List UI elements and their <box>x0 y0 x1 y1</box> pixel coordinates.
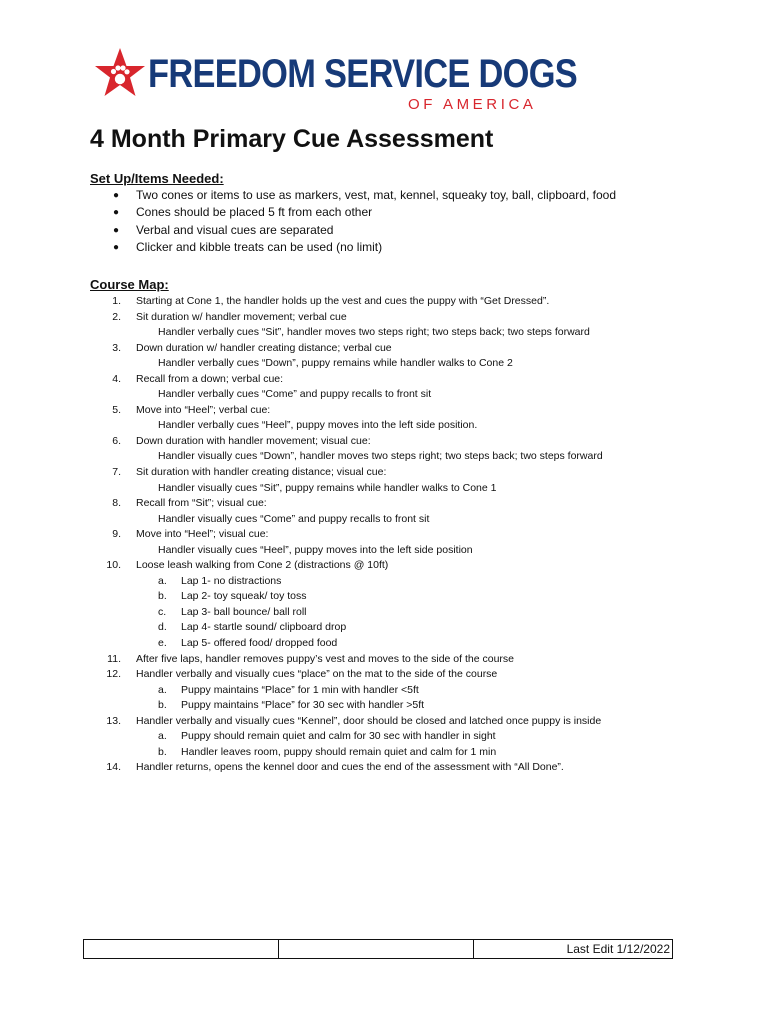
setup-item-text: Cones should be placed 5 ft from each other <box>136 205 373 220</box>
setup-list-item <box>90 187 616 204</box>
step-sub-item <box>90 605 670 621</box>
step-detail-row <box>90 449 670 465</box>
last-edit-date: Last Edit 1/12/2022 <box>474 940 673 959</box>
course-step <box>90 372 670 388</box>
step-text: Loose leash walking from Cone 2 (distractions @ 10ft) <box>136 559 389 572</box>
setup-list <box>90 187 616 256</box>
setup-item-text: Clicker and kibble treats can be used (no limit) <box>136 239 383 254</box>
step-sub-item <box>90 729 670 745</box>
setup-list-item <box>90 222 616 239</box>
step-detail-text: Handler visually cues “Heel”, puppy moves into the left side position <box>158 543 473 556</box>
sub-item-text: Lap 4- startle sound/ clipboard drop <box>181 621 347 634</box>
course-step <box>90 652 670 668</box>
step-number: 3. <box>112 341 121 354</box>
footer-table <box>83 939 673 959</box>
sub-item-letter: a. <box>158 730 167 743</box>
step-detail-row <box>90 512 670 528</box>
step-detail-row <box>90 387 670 403</box>
step-number: 5. <box>112 403 121 416</box>
step-text: Recall from “Sit”; visual cue: <box>136 497 267 510</box>
step-number: 4. <box>112 372 121 385</box>
step-number: 7. <box>112 466 121 479</box>
step-text: Handler verbally and visually cues “place” on the mat to the side of the course <box>136 668 498 681</box>
course-step <box>90 294 670 310</box>
setup-heading: Set Up/Items Needed: <box>90 171 224 186</box>
bullet-icon: ● <box>113 190 120 201</box>
step-text: Move into “Heel”; visual cue: <box>136 528 269 541</box>
step-number: 1. <box>112 295 121 307</box>
footer-cell-2 <box>279 940 474 959</box>
course-step <box>90 558 670 574</box>
step-detail-text: Handler visually cues “Come” and puppy recalls to front sit <box>158 512 430 525</box>
step-sub-item <box>90 698 670 714</box>
course-step <box>90 667 670 683</box>
step-detail-row <box>90 543 670 559</box>
sub-item-text: Puppy maintains “Place” for 30 sec with handler >5ft <box>181 699 425 712</box>
course-map-heading: Course Map: <box>90 277 169 292</box>
sub-item-letter: d. <box>158 621 167 634</box>
setup-item-text: Verbal and visual cues are separated <box>136 222 334 237</box>
step-number: 11. <box>107 652 121 665</box>
setup-item-text: Two cones or items to use as markers, vest, mat, kennel, squeaky toy, ball, clipboard, food <box>136 188 616 202</box>
step-detail-text: Handler verbally cues “Come” and puppy recalls to front sit <box>158 388 432 401</box>
sub-item-letter: c. <box>158 605 167 618</box>
step-text: Down duration with handler movement; visual cue: <box>136 434 371 447</box>
course-step <box>90 760 670 776</box>
course-step <box>90 714 670 730</box>
sub-item-text: Lap 5- offered food/ dropped food <box>181 637 338 650</box>
course-step <box>90 403 670 419</box>
logo-brand-text: FREEDOM SERVICE DOGS <box>148 52 578 96</box>
setup-list-item <box>90 204 616 221</box>
sub-item-text: Puppy should remain quiet and calm for 30 sec with handler in sight <box>181 730 496 743</box>
course-step <box>90 527 670 543</box>
sub-item-letter: a. <box>158 574 167 587</box>
sub-item-letter: e. <box>158 637 167 650</box>
sub-item-letter: a. <box>158 683 167 696</box>
step-detail-text: Handler verbally cues “Down”, puppy remains while handler walks to Cone 2 <box>158 357 513 370</box>
sub-item-text: Puppy maintains “Place” for 1 min with handler <5ft <box>181 683 419 696</box>
organization-logo <box>90 46 578 118</box>
step-text: Recall from a down; verbal cue: <box>136 372 284 385</box>
step-detail-row <box>90 325 670 341</box>
step-detail-row <box>90 356 670 372</box>
step-text: Sit duration w/ handler movement; verbal cue <box>136 310 347 323</box>
step-text: Handler returns, opens the kennel door and cues the end of the assessment with “All Done”. <box>136 761 564 774</box>
star-paw-icon <box>92 46 148 102</box>
step-detail-text: Handler verbally cues “Sit”, handler moves two steps right; two steps back; two steps forward <box>158 326 590 339</box>
step-number: 6. <box>112 434 121 447</box>
step-text: Move into “Heel”; verbal cue: <box>136 403 271 416</box>
step-sub-item <box>90 574 670 590</box>
step-sub-item <box>90 745 670 761</box>
step-sub-item <box>90 589 670 605</box>
course-step <box>90 310 670 326</box>
step-detail-row <box>90 418 670 434</box>
setup-list-item <box>90 239 616 256</box>
bullet-icon: ● <box>113 241 120 253</box>
bullet-icon: ● <box>113 224 120 236</box>
sub-item-letter: b. <box>158 590 167 603</box>
sub-item-text: Lap 3- ball bounce/ ball roll <box>181 605 307 618</box>
step-number: 14. <box>106 761 121 774</box>
step-number: 12. <box>106 668 121 681</box>
course-step <box>90 465 670 481</box>
step-number: 13. <box>106 714 121 727</box>
sub-item-letter: b. <box>158 745 167 758</box>
bullet-icon: ● <box>113 207 120 219</box>
course-step <box>90 496 670 512</box>
step-detail-row <box>90 481 670 497</box>
step-text: Sit duration with handler creating distance; visual cue: <box>136 466 387 479</box>
step-number: 2. <box>112 310 121 323</box>
step-detail-text: Handler visually cues “Down”, handler moves two steps right; two steps back; two steps forward <box>158 450 603 463</box>
sub-item-text: Lap 2- toy squeak/ toy toss <box>181 590 307 603</box>
step-text: Handler verbally and visually cues “Kennel”, door should be closed and latched once puppy is inside <box>136 714 602 727</box>
page-title: 4 Month Primary Cue Assessment <box>90 125 494 153</box>
logo-subtitle-text: OF AMERICA <box>408 96 537 113</box>
step-sub-item <box>90 636 670 652</box>
course-step <box>90 341 670 357</box>
course-step <box>90 434 670 450</box>
step-number: 8. <box>112 497 121 510</box>
footer-cell-1 <box>84 940 279 959</box>
course-map-list <box>90 294 670 776</box>
step-number: 9. <box>112 528 121 541</box>
step-text: After five laps, handler removes puppy’s vest and moves to the side of the course <box>136 652 515 665</box>
sub-item-text: Lap 1- no distractions <box>181 574 282 587</box>
step-detail-text: Handler verbally cues “Heel”, puppy moves into the left side position. <box>158 419 478 432</box>
step-sub-item <box>90 620 670 636</box>
step-sub-item <box>90 683 670 699</box>
sub-item-letter: b. <box>158 699 167 712</box>
step-number: 10. <box>106 559 121 572</box>
step-detail-text: Handler visually cues “Sit”, puppy remains while handler walks to Cone 1 <box>158 481 497 494</box>
step-text: Down duration w/ handler creating distance; verbal cue <box>136 341 392 354</box>
step-text: Starting at Cone 1, the handler holds up the vest and cues the puppy with “Get Dressed”. <box>136 295 550 307</box>
sub-item-text: Handler leaves room, puppy should remain quiet and calm for 1 min <box>181 745 497 758</box>
